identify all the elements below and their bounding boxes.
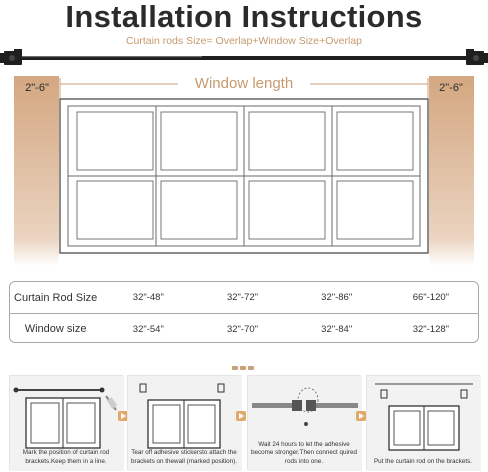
formula-subtitle: Curtain rods Size= Overlap+Window Size+Overlap <box>125 35 363 47</box>
step-1-panel <box>9 375 123 470</box>
step-2-caption: Tear off adhesive stickersto attach the brackets on thewall (marked position). <box>130 449 238 465</box>
row-label: Curtain Rod Size <box>14 291 98 304</box>
table-cell: 32"-54" <box>132 323 164 335</box>
left-overlap-zone <box>14 76 59 266</box>
section-divider-dots <box>232 357 258 363</box>
page-title: Installation Instructions <box>65 0 423 34</box>
row-label: Window size <box>24 323 87 335</box>
installation-steps <box>0 375 488 472</box>
window-length-label: Window length <box>194 75 294 92</box>
table-cell: 32"-72" <box>226 292 259 303</box>
table-cell: 32"-70" <box>226 323 259 335</box>
table-cell: 32"-48" <box>132 292 164 303</box>
right-overlap-zone <box>429 76 474 266</box>
window-diagram <box>0 40 488 270</box>
step-3-panel <box>247 375 361 470</box>
step-4-panel <box>366 375 480 470</box>
curtain-rod <box>0 49 488 65</box>
table-row-rod-size <box>10 282 478 313</box>
table-cell: 66"-120" <box>412 292 450 303</box>
left-overlap-label: 2"-6" <box>25 82 49 94</box>
step-1-caption: Mark the position of curtain rod brackets.Keep them in a line. <box>22 449 110 465</box>
size-table <box>9 281 479 343</box>
table-row-window-size <box>10 313 478 343</box>
table-cell: 32"-128" <box>412 323 450 335</box>
window-frame <box>60 99 428 253</box>
table-cell: 32"-86" <box>321 292 353 303</box>
right-overlap-label: 2"-6" <box>439 82 463 94</box>
step-4-caption: Put the curtain rod on the brackets. <box>373 457 472 465</box>
step-2-panel <box>127 375 241 470</box>
step-3-caption: Wait 24 hours to let the adhesive become stronger.Then connect quired rods into one. <box>250 440 358 465</box>
step-arrow-icon <box>236 411 246 421</box>
table-cell: 32"-84" <box>321 323 353 335</box>
step-arrow-icon <box>356 411 366 421</box>
